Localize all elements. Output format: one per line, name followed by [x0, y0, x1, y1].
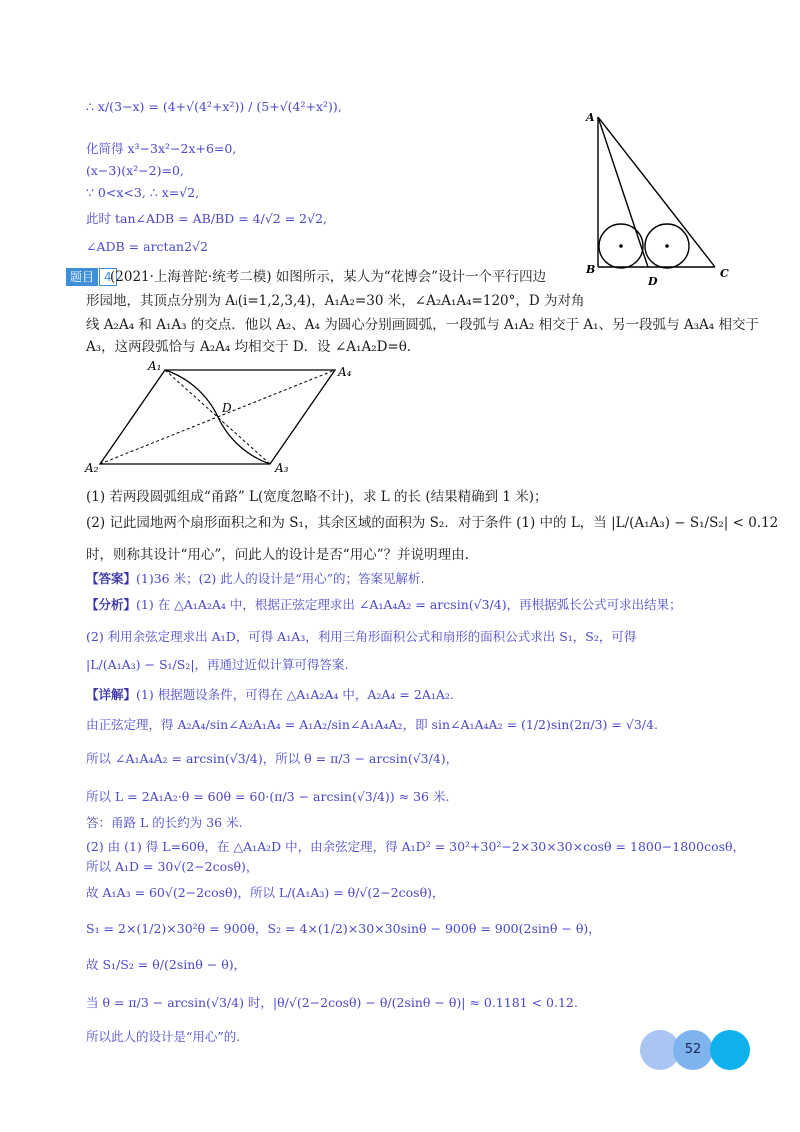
detail-text-1: (1) 根据题设条件，可得在 △A₁A₂A₄ 中，A₂A₄ = 2A₁A₂. [136, 687, 454, 702]
label-a1: A₁ [148, 359, 162, 373]
solution-line-4: ∵ 0<x<3, ∴ x=√2, [86, 185, 200, 200]
label-a2: A₂ [85, 461, 99, 475]
label-b: B [586, 263, 596, 276]
label-c: C [720, 267, 729, 280]
edge-ad [598, 117, 648, 267]
question-1: (1) 若两段圆弧组成“甬路” L(宽度忽略不计)，求 L 的长 (结果精确到 1 米)； [86, 489, 548, 505]
detail-label: 【详解】 [86, 687, 137, 702]
detail-line-10: 故 S₁/S₂ = θ/(2sinθ − θ)， [86, 957, 247, 972]
label-a4: A₄ [338, 365, 352, 379]
detail-line-8: 故 A₁A₃ = 60√(2−2cosθ)，所以 L/(A₁A₃) = θ/√(2−2cosθ)， [86, 885, 445, 900]
parallelogram-figure [80, 358, 380, 480]
question-2: (2) 记此园地两个扇形面积之和为 S₁，其余区域的面积为 S₂．对于条件 (1) 中的 L，当 |L/(A₁A₃) − S₁/S₂| < 0.12 [86, 515, 779, 531]
label-d2: D [222, 401, 232, 415]
detail-line-7: 所以 A₁D = 30√(2−2cosθ)， [86, 859, 259, 874]
solution-line-2: 化简得 x³−3x²−2x+6=0, [86, 141, 237, 156]
detail-line-3: 所以 ∠A₁A₄A₂ = arcsin(√3/4)，所以 θ = π/3 − arcsin(√3/4)， [86, 751, 459, 766]
detail-line-1 [86, 686, 454, 704]
label-a3: A₃ [275, 461, 289, 475]
tag-number: 4 [99, 268, 117, 286]
analysis-label: 【分析】 [86, 597, 137, 612]
detail-line-9: S₁ = 2×(1/2)×30²θ = 900θ，S₂ = 4×(1/2)×30×30sinθ − 900θ = 900(2sinθ − θ)， [86, 921, 601, 936]
detail-line-2: 由正弦定理，得 A₂A₄/sin∠A₂A₁A₄ = A₁A₂/sin∠A₁A₄A₂，即 sin∠A₁A₄A₂ = (1/2)sin(2π/3) = √3/4. [86, 717, 658, 732]
problem-line-4: A₃，这两段弧恰与 A₂A₄ 均相交于 D．设 ∠A₁A₂D=θ． [86, 339, 421, 355]
solution-line-6: ∠ADB = arctan2√2 [86, 239, 208, 254]
answer-label: 【答案】 [86, 571, 137, 586]
center-dot-right [665, 244, 669, 248]
problem-line-1: (2021·上海普陀·统考二模) 如图所示，某人为“花博会”设计一个平行四边 [110, 269, 547, 285]
detail-line-4: 所以 L = 2A₁A₂·θ = 60θ = 60·(π/3 − arcsin(√3/4)) ≈ 36 米. [86, 789, 450, 804]
solution-line-3: (x−3)(x²−2)=0, [86, 163, 184, 178]
answer-text: (1)36 米；(2) 此人的设计是“用心”的；答案见解析. [136, 571, 425, 586]
page-number-badge [640, 1030, 755, 1072]
problem-line-3: 线 A₂A₄ 和 A₁A₃ 的交点．他以 A₂、A₄ 为圆心分别画圆弧，一段弧与 A₁A₂ 相交于 A₁、另一段弧与 A₃A₄ 相交于 [86, 317, 759, 333]
analysis-text-1: (1) 在 △A₁A₂A₄ 中，根据正弦定理求出 ∠A₁A₄A₂ = arcsin(√3/4)，再根据弧长公式可求出结果； [136, 597, 682, 612]
question-2-cont: 时，则称其设计“用心”，问此人的设计是否“用心”？并说明理由. [86, 547, 469, 563]
detail-line-5: 答：甬路 L 的长约为 36 米. [86, 815, 243, 830]
solution-line-5: 此时 tan∠ADB = AB/BD = 4/√2 = 2√2, [86, 211, 328, 226]
detail-line-11: 当 θ = π/3 − arcsin(√3/4) 时，|θ/√(2−2cosθ) − θ/(2sinθ − θ)| ≈ 0.1181 < 0.12. [86, 995, 578, 1010]
center-dot-left [619, 244, 623, 248]
tag-label: 题目 [66, 268, 98, 286]
answer-line [86, 570, 425, 588]
detail-line-6: (2) 由 (1) 得 L=60θ，在 △A₁A₂D 中，由余弦定理，得 A₁D² = 30²+30²−2×30×30×cosθ = 1800−1800cosθ， [86, 839, 746, 854]
solution-line-1: ∴ x/(3−x) = (4+√(4²+x²)) / (5+√(4²+x²)), [86, 99, 342, 114]
problem-line-2: 形园地，其顶点分别为 Aᵢ(i=1,2,3,4)，A₁A₂=30 米，∠A₂A₁A₄=120°，D 为对角 [86, 293, 585, 309]
label-d: D [648, 275, 658, 288]
badge-circle-right [710, 1030, 750, 1070]
page-number: 52 [684, 1042, 702, 1057]
detail-line-12: 所以此人的设计是“用心”的. [86, 1029, 241, 1044]
edge-ac [598, 117, 715, 267]
label-a: A [586, 111, 595, 124]
analysis-line-1 [86, 596, 682, 614]
triangle-figure [580, 105, 740, 290]
analysis-line-2: (2) 利用余弦定理求出 A₁D，可得 A₁A₃，利用三角形面积公式和扇形的面积公式求出 S₁，S₂，可得 [86, 629, 637, 644]
diagonal-a2-a4 [100, 370, 335, 464]
analysis-line-3: |L/(A₁A₃) − S₁/S₂|，再通过近似计算可得答案. [86, 657, 349, 672]
